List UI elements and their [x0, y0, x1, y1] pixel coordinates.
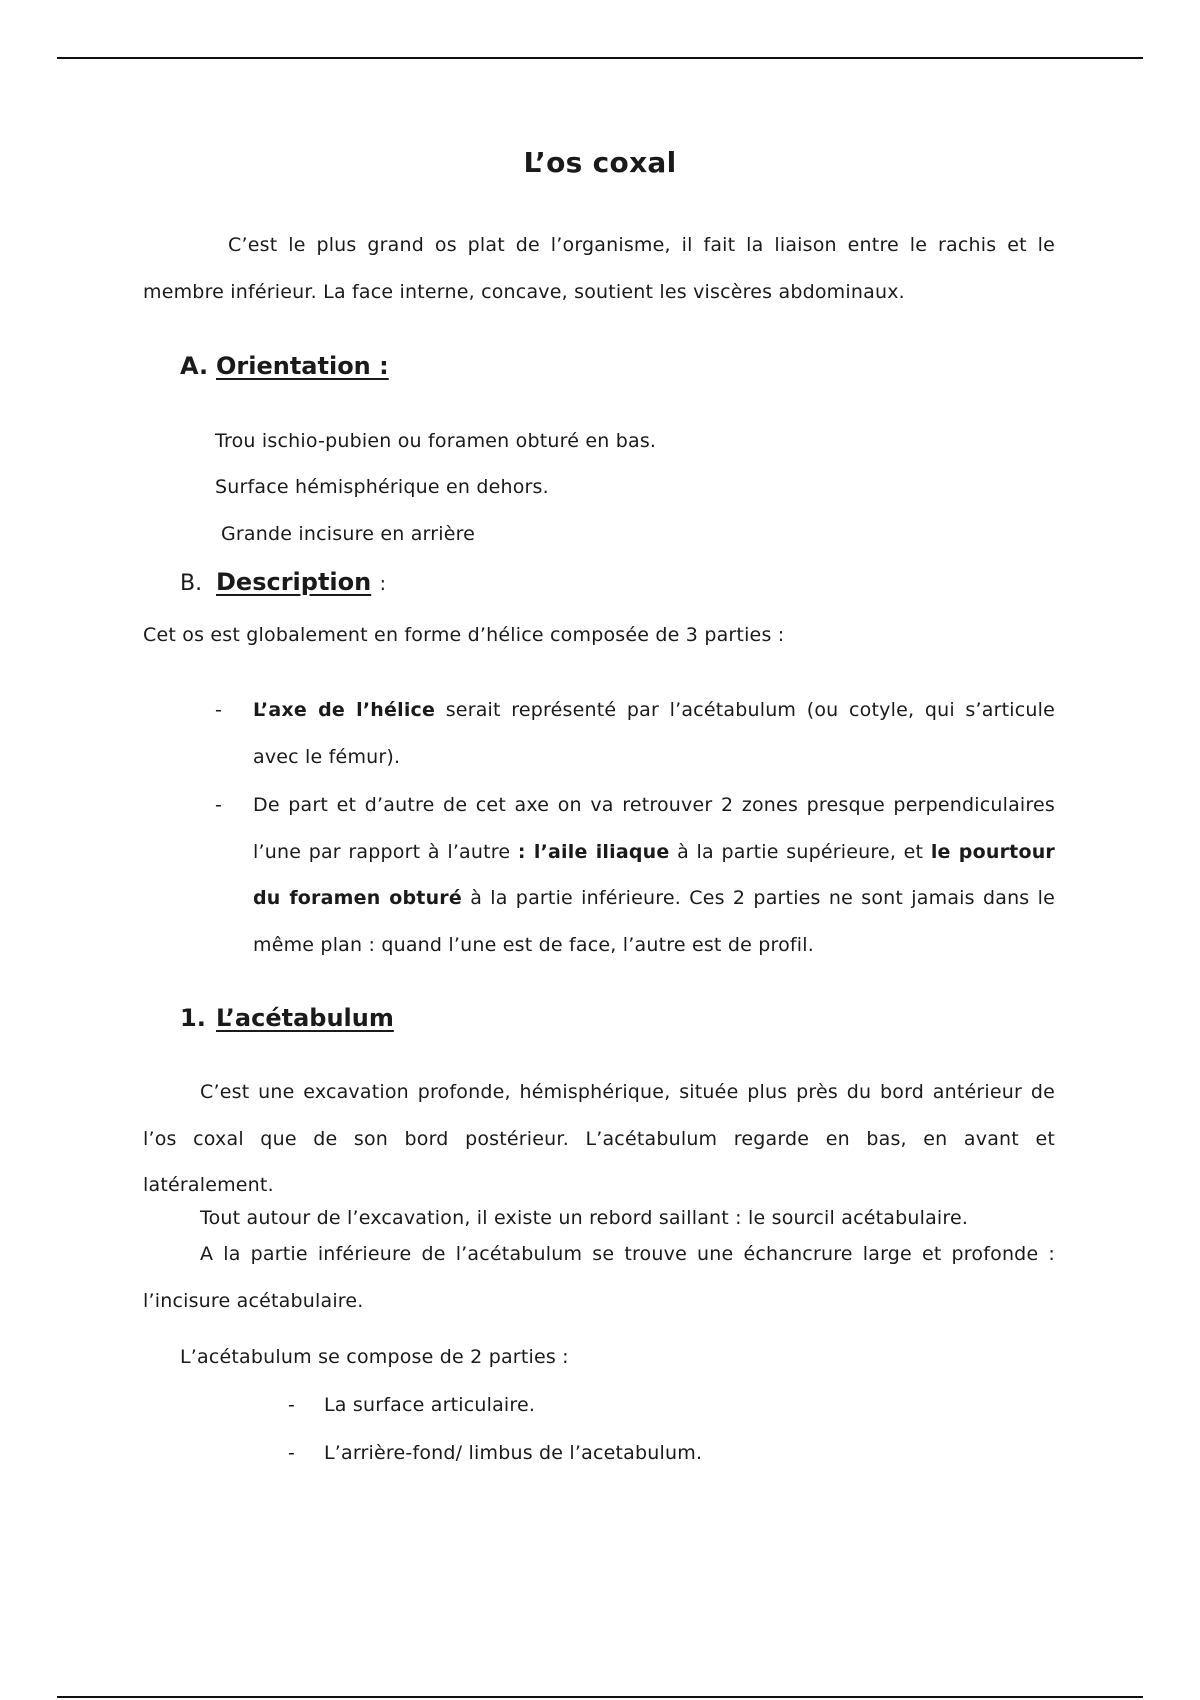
section-1-number: 1.	[180, 1004, 206, 1032]
acetabulum-paragraph: Tout autour de l’excavation, il existe un rebord saillant : le sourcil acétabulaire.	[200, 1207, 969, 1229]
section-b-heading	[180, 568, 386, 596]
page-title: L’os coxal	[523, 146, 677, 179]
orientation-item: Surface hémisphérique en dehors.	[215, 476, 549, 498]
intro-paragraph: C’est le plus grand os plat de l’organisme, il fait la liaison entre le rachis et le membre inférieur. La face interne, concave, soutient les viscères abdominaux.	[143, 234, 1055, 303]
section-b-lead: Cet os est globalement en forme d’hélice composée de 3 parties :	[143, 624, 785, 646]
bullet-bold-text: L’axe de l’hélice	[253, 699, 436, 721]
bullet-dash: -	[215, 794, 223, 816]
bullet-text: La surface articulaire.	[324, 1394, 536, 1416]
bullet-text: L’arrière-fond/ limbus de l’acetabulum.	[324, 1442, 703, 1464]
list-item	[288, 1442, 702, 1464]
section-1-title: L’acétabulum	[216, 1004, 394, 1032]
bullet-dash: -	[215, 699, 223, 721]
section-a-title: Orientation :	[216, 352, 389, 380]
bullet-text: De part et d’autre de cet axe on va retrouver 2 zones presque perpendiculaires l’une par rapport à l’autre	[253, 794, 1055, 863]
acetabulum-paragraph: C’est une excavation profonde, hémisphérique, située plus près du bord antérieur de l’os coxal que de son bord postérieur. L’acétabulum regarde en bas, en avant et latéralement.	[143, 1081, 1055, 1196]
list-item	[288, 1394, 535, 1416]
top-rule	[57, 57, 1143, 59]
list-item	[215, 782, 1055, 968]
bullet-text: serait représenté par l’acétabulum (ou cotyle, qui s’articule avec le fémur).	[253, 699, 1055, 768]
section-1-heading	[180, 1004, 394, 1032]
bullet-bold-text: le pourtour du foramen obturé	[253, 840, 1055, 909]
section-a-heading	[180, 352, 389, 380]
bullet-text: à la partie inférieure. Ces 2 parties ne sont jamais dans le même plan : quand l’une est de face, l’autre est de profil.	[253, 887, 1055, 956]
description-bullets	[215, 687, 1055, 968]
bottom-rule	[57, 1696, 1143, 1698]
acetabulum-paragraph: A la partie inférieure de l’acétabulum se trouve une échancrure large et profonde : l’incisure acétabulaire.	[143, 1243, 1055, 1312]
section-b-number: B.	[180, 571, 203, 596]
bullet-text: à la partie supérieure, et	[669, 840, 931, 863]
bullet-dash: -	[288, 1442, 296, 1464]
orientation-item: Trou ischio-pubien ou foramen obturé en bas.	[215, 430, 657, 452]
bullet-dash: -	[288, 1394, 296, 1416]
acetabulum-lead: L’acétabulum se compose de 2 parties :	[180, 1346, 569, 1368]
orientation-item: Grande incisure en arrière	[221, 523, 476, 545]
bullet-bold-text: : l’aile iliaque	[517, 840, 670, 863]
section-b-title: Description	[216, 568, 372, 596]
section-a-number: A.	[180, 352, 209, 380]
list-item	[215, 687, 1055, 780]
section-b-title-tail: :	[379, 573, 386, 595]
